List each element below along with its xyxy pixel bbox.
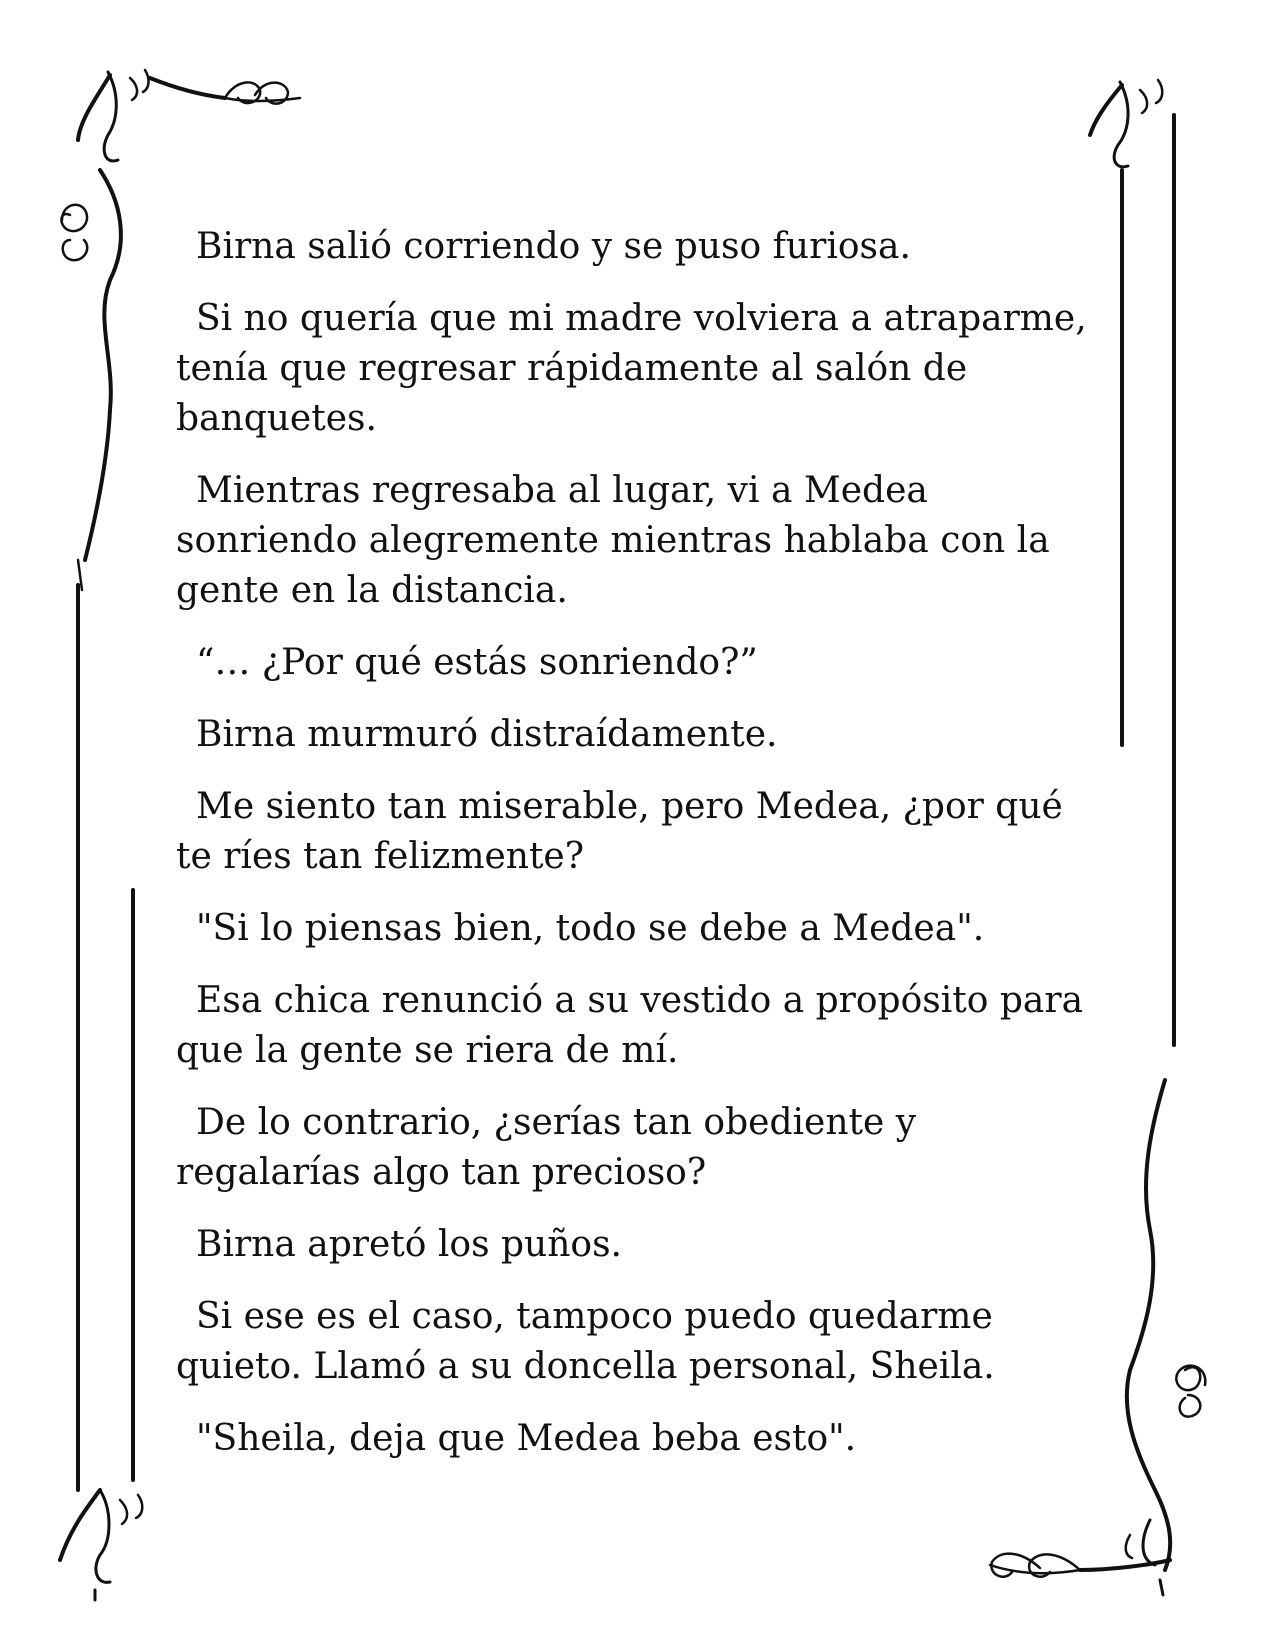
story-text [176,222,1096,1486]
paragraph: Birna salió corriendo y se puso furiosa. [196,226,911,267]
paragraph: "Si lo piensas bien, todo se debe a Medea". [196,908,985,949]
top-right-flourish-icon [1090,80,1162,167]
paragraph: "Sheila, deja que Medea beba esto". [196,1418,857,1459]
paragraph: Esa chica renunció a su vestido a propósito para que la gente se riera de mí. [176,980,1084,1071]
paragraph: De lo contrario, ¿serías tan obediente y regalarías algo tan precioso? [176,1102,917,1193]
paragraph: Birna apretó los puños. [196,1224,622,1265]
bottom-left-flourish-icon [60,1490,142,1600]
paragraph: Me siento tan miserable, pero Medea, ¿por qué te ríes tan felizmente? [176,786,1063,877]
paragraph: Si ese es el caso, tampoco puedo quedarme quieto. Llamó a su doncella personal, Sheila. [176,1296,995,1387]
paragraph: Mientras regresaba al lugar, vi a Medea sonriendo alegremente mientras hablaba con la gente en la distancia. [176,470,1050,611]
paragraph: Si no quería que mi madre volviera a atraparme, tenía que regresar rápidamente al salón de banquetes. [176,298,1087,439]
paragraph: “… ¿Por qué estás sonriendo?” [196,642,758,683]
paragraph: Birna murmuró distraídamente. [196,714,778,755]
